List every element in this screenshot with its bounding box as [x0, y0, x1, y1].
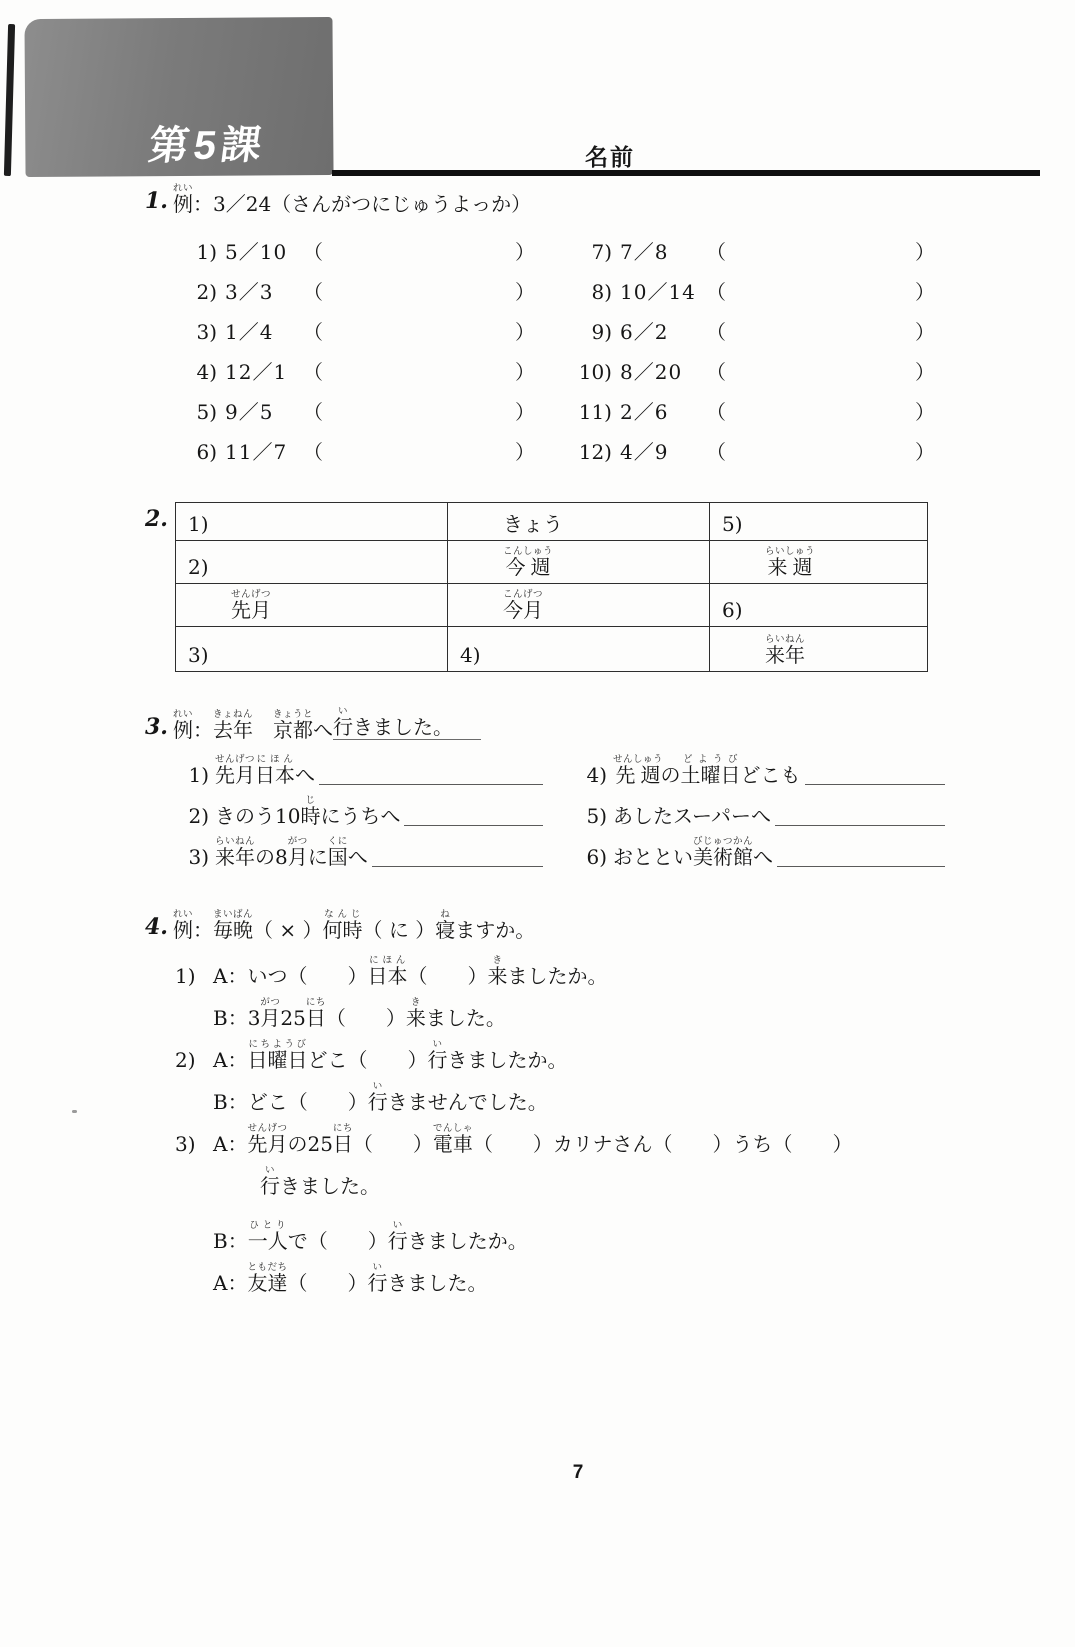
answer-line: [777, 862, 945, 867]
open-paren: （: [303, 400, 323, 424]
table-cell: [176, 541, 448, 584]
dialogue-text: A：日曜日にちようびどこ（ ）行いきましたか。: [213, 1039, 568, 1072]
sentence-item-row: [175, 744, 543, 785]
scan-edge-artifact: [4, 24, 15, 176]
name-label: 名前: [585, 144, 635, 170]
item-number: 3): [196, 320, 217, 344]
item-number: 3): [175, 1132, 196, 1156]
open-paren: （: [303, 240, 323, 264]
item-number: 1): [188, 763, 209, 787]
answer-line: [775, 821, 945, 826]
date-value: 12／1: [225, 360, 288, 384]
answer-line: [372, 862, 543, 867]
dialogue-text: 行いきました。: [260, 1165, 380, 1198]
table-cell: [448, 627, 710, 672]
table-cell: [710, 584, 928, 627]
table-cell: [448, 503, 710, 541]
date-value: 3／3: [225, 280, 274, 304]
cell-word: きょう: [503, 512, 563, 536]
section-1-left-column: [175, 222, 535, 462]
section-4-number: 4.: [145, 914, 168, 940]
open-paren: （: [303, 320, 323, 344]
table-row: [176, 541, 928, 584]
table-cell: [710, 541, 928, 584]
table-cell: [176, 627, 448, 672]
open-paren: （: [706, 360, 726, 384]
section-3-header: [145, 700, 950, 740]
open-paren: （: [303, 360, 323, 384]
item-number: 6): [196, 440, 217, 464]
sentence-text: あしたスーパーへ: [613, 804, 771, 828]
date-value: 11／7: [225, 440, 288, 464]
item-number: 2): [188, 804, 209, 828]
table-row: [176, 503, 928, 541]
dialogue-text: A：先月せんげつの25日にち（ ）電車でんしゃ（ ）カリナさん（ ）うち（ ）: [213, 1123, 853, 1156]
section-4-dialogues: [145, 900, 950, 1293]
scan-speck: [72, 1110, 77, 1113]
answer-line: [319, 780, 543, 785]
dialogue-text: B：3月がつ25日にち（ ）来きました。: [213, 997, 506, 1030]
section-3-right-column: [573, 744, 945, 867]
item-number: 8): [591, 280, 612, 304]
close-paren: ）: [915, 320, 935, 344]
section-4-header: [145, 900, 950, 940]
dialogue-line: [175, 1112, 950, 1154]
close-paren: ）: [515, 280, 535, 304]
answer-line: [404, 821, 543, 826]
cell-label: 5): [722, 512, 743, 536]
sentence-item-row: [175, 785, 543, 826]
item-number: 11): [578, 400, 612, 424]
close-paren: ）: [915, 400, 935, 424]
close-paren: ）: [915, 360, 935, 384]
open-paren: （: [303, 280, 323, 304]
sentence-text: 来年らいねんの8月がつに国くにへ: [215, 836, 368, 869]
item-number: 4): [586, 763, 607, 787]
sentence-item-row: [573, 785, 945, 826]
cell-label: 3): [188, 643, 209, 667]
item-number: 1): [196, 240, 217, 264]
cell-word: 来年らいねん: [765, 634, 806, 667]
sentence-text: 先月せんげつ日本にほんへ: [215, 754, 316, 787]
close-paren: ）: [515, 360, 535, 384]
sentence-text: 先週せんしゅうの土曜日どようびどこも: [613, 754, 801, 787]
item-number: 2): [175, 1048, 196, 1072]
section-1-header: [145, 172, 950, 214]
sentence-item-row: [175, 826, 543, 867]
table-row: [176, 584, 928, 627]
dialogue-text: A：いつ（ ）日本にほん（ ）来きましたか。: [213, 955, 608, 988]
date-item-row: [570, 262, 935, 302]
table-cell: [448, 584, 710, 627]
date-item-row: [175, 382, 535, 422]
section-1-number: 1.: [145, 188, 168, 214]
item-number: 9): [591, 320, 612, 344]
sentence-item-row: [573, 826, 945, 867]
close-paren: ）: [515, 240, 535, 264]
close-paren: ）: [515, 440, 535, 464]
item-number: 5): [586, 804, 607, 828]
cell-word: 来週らいしゅう: [765, 546, 816, 579]
dialogue-line-continuation: [175, 1154, 950, 1196]
date-value: 8／20: [620, 360, 683, 384]
dialogue-line: [175, 944, 950, 986]
close-paren: ）: [915, 440, 935, 464]
item-number: 12): [578, 440, 612, 464]
table-row: [176, 627, 928, 672]
date-value: 1／4: [225, 320, 274, 344]
section-1-dates: [145, 172, 950, 468]
date-item-row: [570, 302, 935, 342]
answer-line: [805, 780, 945, 785]
table-cell: [176, 584, 448, 627]
vocab-table: [175, 502, 928, 672]
open-paren: （: [706, 280, 726, 304]
section-3-example-pre: 例れい：去年きょねん 京都きょうとへ: [173, 709, 334, 742]
date-item-row: [570, 222, 935, 262]
close-paren: ）: [515, 400, 535, 424]
open-paren: （: [706, 440, 726, 464]
date-value: 2／6: [620, 400, 669, 424]
page-number: 7: [572, 1462, 584, 1483]
date-item-row: [175, 422, 535, 462]
sentence-item-row: [573, 744, 945, 785]
open-paren: （: [706, 320, 726, 344]
date-item-row: [570, 422, 935, 462]
cell-word: 今週こんしゅう: [503, 546, 554, 579]
table-cell: [710, 503, 928, 541]
cell-word: 今月こんげつ: [503, 589, 544, 622]
open-paren: （: [706, 240, 726, 264]
date-value: 6／2: [620, 320, 669, 344]
section-3-items: [145, 744, 950, 872]
table-cell: [448, 541, 710, 584]
cell-label: 4): [460, 643, 481, 667]
section-3-sentences: [145, 700, 950, 872]
dialogue-line: [175, 986, 950, 1028]
section-1-example: 例れい：3／24（さんがつにじゅうよっか）: [173, 183, 532, 216]
section-3-example-underlined: 行いきました。: [333, 706, 481, 740]
sentence-text: きのう10時じにうちへ: [215, 795, 401, 828]
lesson-title: 第5課: [145, 123, 270, 169]
dialogue-line: [175, 1028, 950, 1070]
dialogue-text: A：友達ともだち（ ）行いきました。: [213, 1262, 488, 1295]
date-value: 10／14: [620, 280, 696, 304]
item-number: 7): [591, 240, 612, 264]
close-paren: ）: [915, 240, 935, 264]
open-paren: （: [303, 440, 323, 464]
date-item-row: [175, 262, 535, 302]
lesson-title-box: [24, 17, 333, 177]
cell-label: 2): [188, 555, 209, 579]
close-paren: ）: [515, 320, 535, 344]
date-item-row: [175, 342, 535, 382]
dialogue-line: [175, 1070, 950, 1112]
date-item-row: [570, 342, 935, 382]
sentence-text: おととい美術館びじゅつかんへ: [613, 836, 774, 869]
table-cell: [710, 627, 928, 672]
dialogue-line: [175, 1251, 950, 1293]
cell-label: 1): [188, 512, 209, 536]
date-item-row: [175, 302, 535, 342]
section-1-items: [145, 222, 950, 468]
item-number: 3): [188, 845, 209, 869]
close-paren: ）: [915, 280, 935, 304]
item-number: 4): [196, 360, 217, 384]
open-paren: （: [706, 400, 726, 424]
section-2-vocab-table: [145, 498, 950, 672]
section-3-left-column: [175, 744, 543, 867]
section-3-number: 3.: [145, 714, 168, 740]
item-number: 1): [175, 964, 196, 988]
section-4-lines: [175, 944, 950, 1293]
date-value: 5／10: [225, 240, 288, 264]
section-4-example: 例れい：毎晩まいばん（ × ）何時なんじ（ に ）寝ねますか。: [173, 909, 536, 942]
cell-word: 先月せんげつ: [231, 589, 272, 622]
section-2-number: 2.: [145, 506, 168, 532]
item-number: 5): [196, 400, 217, 424]
dialogue-text: B：一人ひとりで（ ）行いきましたか。: [213, 1220, 528, 1253]
date-value: 9／5: [225, 400, 274, 424]
cell-label: 6): [722, 598, 743, 622]
item-number: 10): [578, 360, 612, 384]
section-1-right-column: [570, 222, 935, 462]
dialogue-line: [175, 1209, 950, 1251]
date-item-row: [175, 222, 535, 262]
date-value: 4／9: [620, 440, 669, 464]
table-cell: [176, 503, 448, 541]
date-item-row: [570, 382, 935, 422]
date-value: 7／8: [620, 240, 669, 264]
dialogue-text: B：どこ（ ）行いきませんでした。: [213, 1081, 548, 1114]
item-number: 6): [586, 845, 607, 869]
item-number: 2): [196, 280, 217, 304]
